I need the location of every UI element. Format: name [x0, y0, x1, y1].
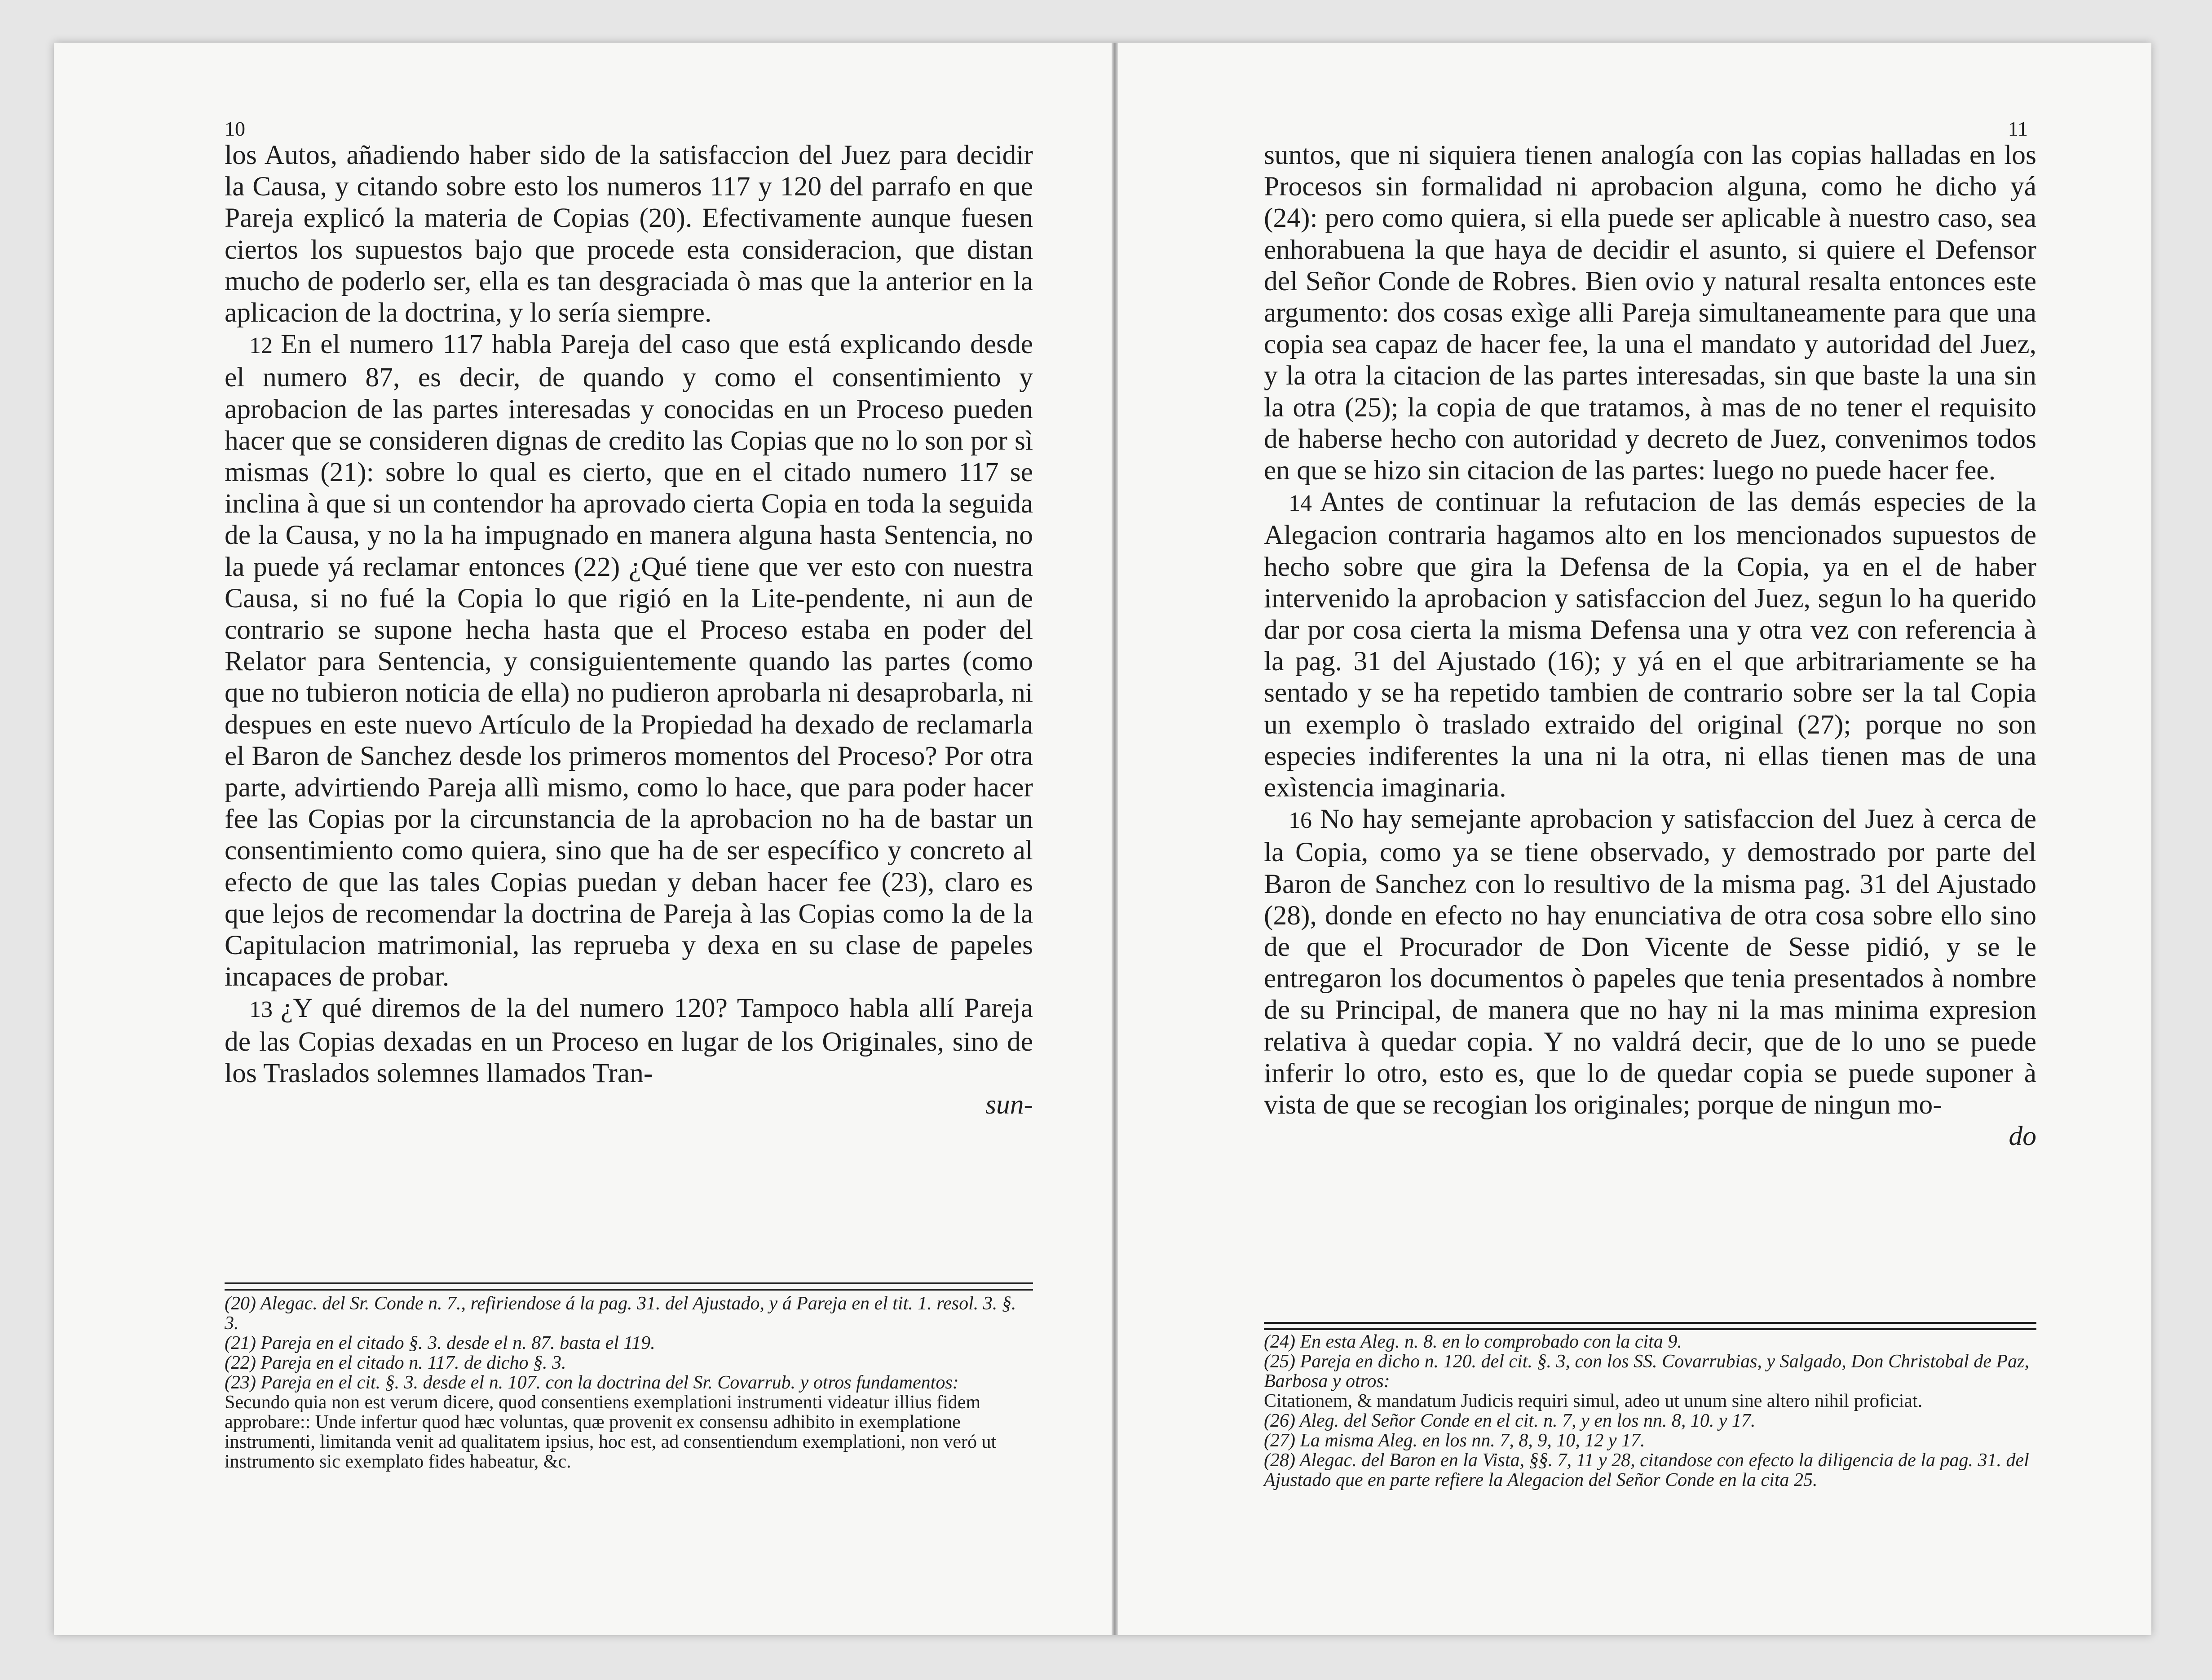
catchword: do: [2009, 1121, 2036, 1152]
footnote: (28) Alegac. del Baron en la Vista, §§. 7, 11 y 28, citandose con efecto la diligencia de la pag. 31. del Ajustado que en parte refiere la Alegacion del Señor Conde en la cita 25.: [1264, 1450, 2029, 1490]
paragraph: suntos, que ni siquiera tienen analogía con las copias halladas en los Procesos sin formalidad ni aprobacion alguna, como he dicho yá (24): pero como quiera, si ella puede ser aplicable à nuestro caso, sea enhorabuena la que haya de decidir el asunto, si quiere el Defensor del Señor Conde de Robres. Bien ovio y natural resalta entonces este argumento: dos cosas exìge alli Pareja simultaneamente para que una copia sea capaz de hacer fee, la una el mandato y autoridad del Juez, y la otra la citacion de las partes interesadas, sin que baste la una sin la otra (25); la copia de que tratamos, à mas de no tener el requisito de haberse hecho con autoridad y decreto de Juez, convenimos todos en que se hizo sin citacion de las partes: luego no puede hacer fee.: [1264, 140, 2036, 486]
right-page: [1118, 43, 2151, 1635]
footnote: (25) Pareja en dicho n. 120. del cit. §. 3, con los SS. Covarrubias, y Salgado, Don Christobal de Paz, Barbosa y otros:: [1264, 1351, 2029, 1392]
footnote: (21) Pareja en el citado §. 3. desde el n. 87. basta el 119.: [225, 1333, 655, 1353]
footnote-rule: [1264, 1322, 2036, 1330]
page-number: 10: [225, 117, 245, 140]
catchword: sun-: [985, 1089, 1033, 1120]
footnotes: [1264, 1332, 2036, 1490]
footnote: (20) Alegac. del Sr. Conde n. 7., refiriendose á la pag. 31. del Ajustado, y á Pareja en el tit. 1. resol. 3. §. 3.: [225, 1293, 1016, 1334]
page-number: 11: [2008, 117, 2028, 140]
paragraph: 13 ¿Y qué diremos de la del numero 120? Tampoco habla allí Pareja de las Copias dexadas en un Proceso en lugar de los Originales, sino de los Traslados solemnes llamados Tran-: [225, 993, 1033, 1088]
paragraph: los Autos, añadiendo haber sido de la satisfaccion del Juez para decidir la Causa, y citando sobre esto los numeros 117 y 120 del parrafo en que Pareja explicó la materia de Copias (20). Efectivamente aunque fuesen ciertos los supuestos bajo que procede esta consideracion, que distan mucho de poderlo ser, ella es tan desgraciada ò mas que la anterior en la aplicacion de la doctrina, y lo sería siempre.: [225, 140, 1033, 328]
section-number: 13: [249, 997, 273, 1023]
footnote: (22) Pareja en el citado n. 117. de dicho §. 3.: [225, 1353, 566, 1373]
footnote-quote: Citationem, & mandatum Judicis requiri simul, adeo ut unum sine altero nihil proficiat.: [1264, 1391, 1923, 1411]
footnote-quote: Secundo quia non est verum dicere, quod consentiens exemplationi instrumenti videatur illius fidem approbare:: Unde infertur quod hæc voluntas, quæ provenit ex consensu adhibito in exemplatione instrumenti, limitanda venit ad qualitatem ipsius, hoc est, ad consentiendum exemplationi, non veró ut instrumento sic exemplato fides habeatur, &c.: [225, 1392, 997, 1472]
section-number: 14: [1289, 491, 1312, 517]
paragraph: 16 No hay semejante aprobacion y satisfaccion del Juez à cerca de la Copia, como ya se tiene observado, y demostrado por parte del Baron de Sanchez con lo resultivo de la misma pag. 31 del Ajustado (28), donde en efecto no hay enunciativa de otra cosa sobre ello sino de que el Procurador de Don Vicente de Sesse pidió, y se le entregaron los documentos ò papeles que tenia presentados à nombre de su Principal, de manera que no hay ni la mas minima expresion relativa à quedar copia. Y no valdrá decir, que de lo uno se puede inferir lo otro, esto es, que lo de quedar copia se puede suponer à vista de que se recogian los originales; porque de ningun mo-: [1264, 804, 2036, 1120]
left-page: [54, 43, 1112, 1635]
book-gutter: [1112, 43, 1118, 1635]
book-spread: [54, 43, 2151, 1635]
section-number: 12: [249, 333, 273, 359]
footnote: (26) Aleg. del Señor Conde en el cit. n. 7, y en los nn. 8, 10. y 17.: [1264, 1410, 1756, 1431]
footnotes: [225, 1294, 1033, 1472]
body-text: [1264, 139, 2036, 1152]
footnote: (24) En esta Aleg. n. 8. en lo comprobado con la cita 9.: [1264, 1331, 1682, 1352]
footnote-rule: [225, 1282, 1033, 1291]
paragraph: 12 En el numero 117 habla Pareja del caso que está explicando desde el numero 87, es decir, de quando y como el consentimiento y aprobacion de las partes interesadas y conocidas en un Proceso pueden hacer que se consideren dignas de credito las Copias que no lo son por sì mismas (21): sobre lo qual es cierto, que en el citado numero 117 se inclina à que si un contendor ha aprovado cierta Copia en toda la seguida de la Causa, y no la ha impugnado en manera alguna hasta Sentencia, no la puede yá reclamar entonces (22) ¿Qué tiene que ver esto con nuestra Causa, si no fué la Copia lo que rigió en la Lite-pendente, ni aun de contrario se supone hecha hasta que el Proceso estaba en poder del Relator para Sentencia, y consiguientemente quando las partes (como que no tubieron noticia de ella) no pudieron aprobarla ni desaprobarla, ni despues en este nuevo Artículo de la Propiedad ha dexado de reclamarla el Baron de Sanchez desde los primeros momentos del Proceso? Por otra parte, advirtiendo Pareja allì mismo, como lo hace, que para poder hacer fee las Copias por la circunstancia de la aprobacion no ha de bastar un consentimiento como quiera, sino que ha de ser específico y concreto al efecto de que las tales Copias puedan y deban hacer fee (23), claro es que lejos de recomendar la doctrina de Pareja à las Copias como la de la Capitulacion matrimonial, las repruebа y dexa en su clase de papeles incapaces de probar.: [225, 329, 1033, 992]
section-number: 16: [1289, 808, 1312, 834]
body-text: [225, 139, 1033, 1120]
footnote: (23) Pareja en el cit. §. 3. desde el n. 107. con la doctrina del Sr. Covarrub. y otros fundamentos:: [225, 1372, 959, 1393]
paragraph: 14 Antes de continuar la refutacion de las demás especies de la Alegacion contraria hagamos alto en los mencionados supuestos de hecho sobre que gira la Defensa de la Copia, ya en el de haber intervenido la aprobacion y satisfaccion del Juez, segun lo ha querido dar por cosa cierta la misma Defensa una y otra vez con referencia à la pag. 31 del Ajustado (16); y yá en el que arbitrariamente se ha sentado y se ha repetido tambien de contrario sobre ser la tal Copia un exemplo ò traslado extraido del original (27); porque no son especies indiferentes la una ni la otra, ni ellas tienen mas de una exìstencia imaginaria.: [1264, 486, 2036, 803]
footnote: (27) La misma Aleg. en los nn. 7, 8, 9, 10, 12 y 17.: [1264, 1430, 1645, 1451]
